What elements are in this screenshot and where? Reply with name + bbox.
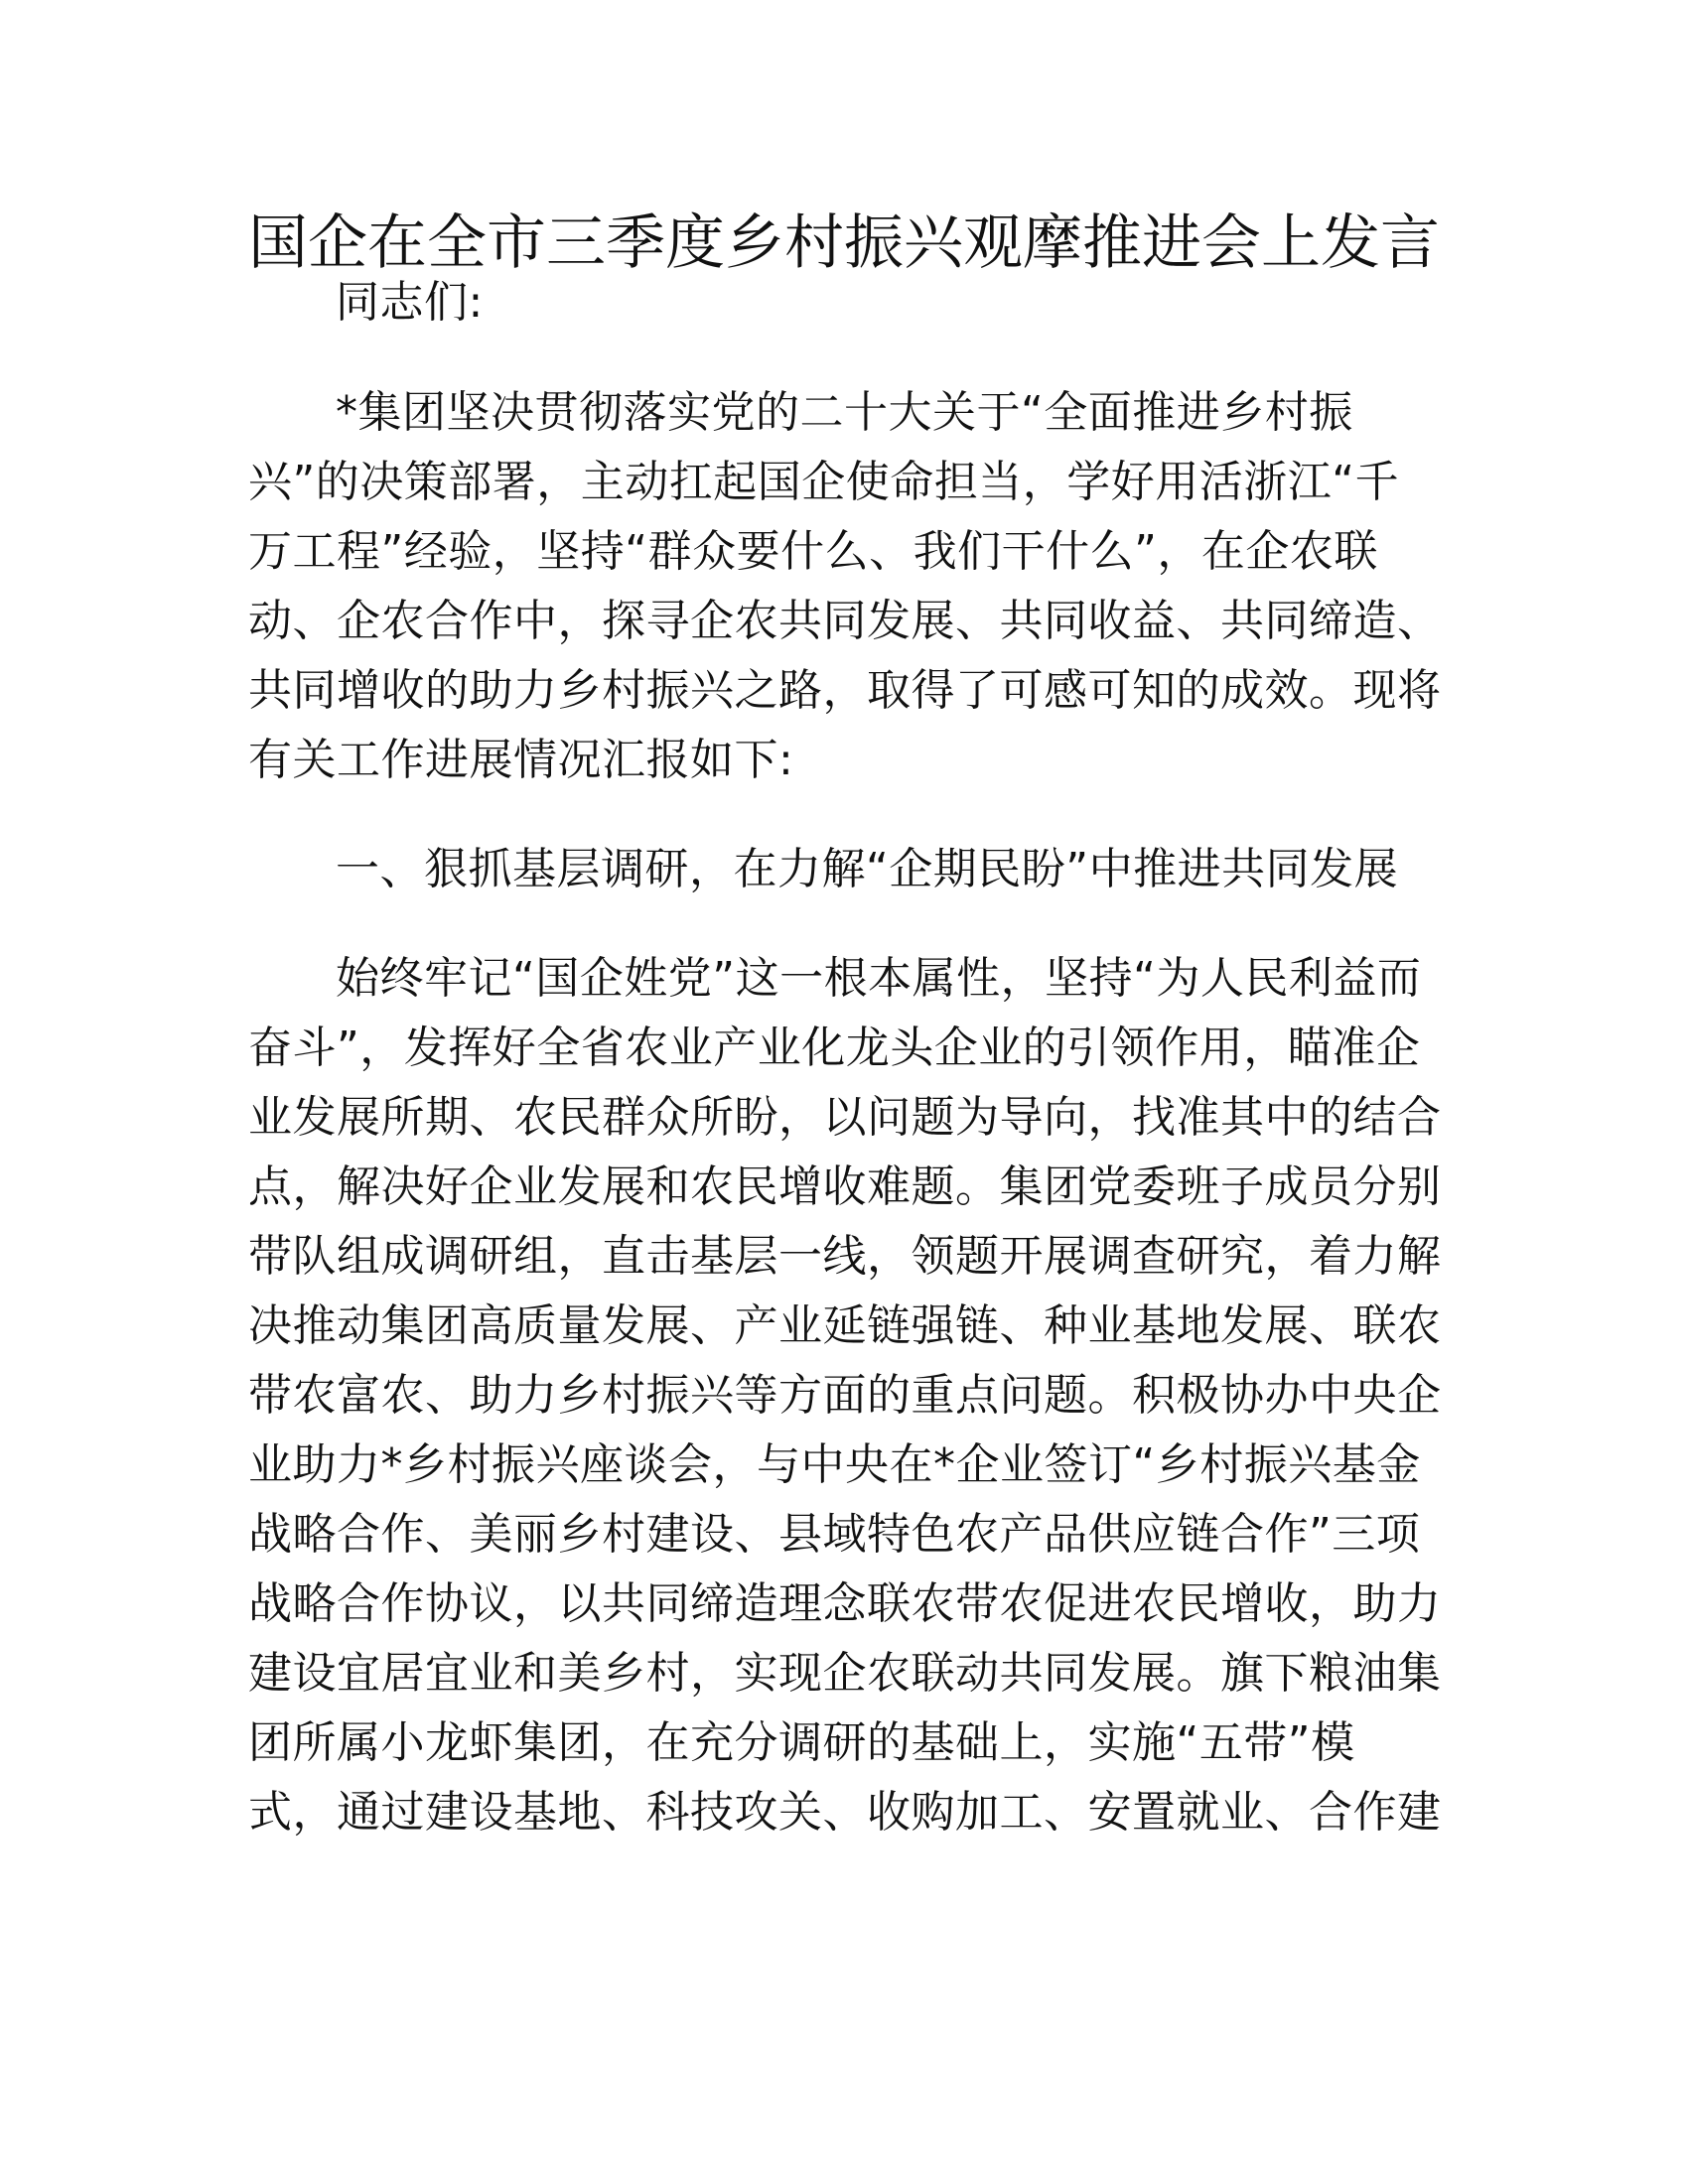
- paragraph-line: 建设宜居宜业和美乡村，实现企农联动共同发展。旗下粮油集: [248, 1648, 1442, 1699]
- paragraph-line: 有关工作进展情况汇报如下:: [248, 735, 794, 785]
- paragraph-line: 点，解决好企业发展和农民增收难题。集团党委班子成员分别: [248, 1161, 1442, 1212]
- paragraph-line: 决推动集团高质量发展、产业延链强链、种业基地发展、联农: [248, 1300, 1442, 1351]
- paragraph-line: 带队组成调研组，直击基层一线，领题开展调查研究，着力解: [248, 1231, 1442, 1282]
- paragraph-line: 战略合作、美丽乡村建设、县域特色农产品供应链合作”三项: [248, 1509, 1421, 1560]
- paragraph-line: 万工程”经验，坚持“群众要什么、我们干什么”，在企农联: [248, 526, 1378, 577]
- paragraph-line: 奋斗”，发挥好全省农业产业化龙头企业的引领作用，瞄准企: [248, 1023, 1421, 1073]
- paragraph-line: 业发展所期、农民群众所盼，以问题为导向，找准其中的结合: [248, 1092, 1442, 1143]
- paragraph-line: 动、企农合作中，探寻企农共同发展、共同收益、共同缔造、: [248, 596, 1442, 646]
- paragraph-line: 始终牢记“国企姓党”这一根本属性，坚持“为人民利益而: [336, 953, 1422, 1004]
- salutation-line: 同志们:: [336, 277, 484, 328]
- section-heading: 一、狠抓基层调研，在力解“企期民盼”中推进共同发展: [336, 844, 1399, 894]
- paragraph-line: 共同增收的助力乡村振兴之路，取得了可感可知的成效。现将: [248, 665, 1442, 716]
- paragraph-line: 战略合作协议，以共同缔造理念联农带农促进农民增收，助力: [248, 1578, 1442, 1629]
- paragraph-line: 团所属小龙虾集团，在充分调研的基础上，实施“五带”模: [248, 1717, 1355, 1768]
- document-title: 国企在全市三季度乡村振兴观摩推进会上发言: [248, 208, 1440, 278]
- paragraph-line: 业助力*乡村振兴座谈会，与中央在*企业签订“乡村振兴基金: [248, 1439, 1421, 1490]
- paragraph-line: *集团坚决贯彻落实党的二十大关于“全面推进乡村振: [336, 387, 1353, 438]
- paragraph-line: 式，通过建设基地、科技攻关、收购加工、安置就业、合作建: [248, 1787, 1442, 1838]
- paragraph-line: 兴”的决策部署，主动扛起国企使命担当，学好用活浙江“千: [248, 457, 1400, 507]
- paragraph-line: 带农富农、助力乡村振兴等方面的重点问题。积极协办中央企: [248, 1370, 1442, 1421]
